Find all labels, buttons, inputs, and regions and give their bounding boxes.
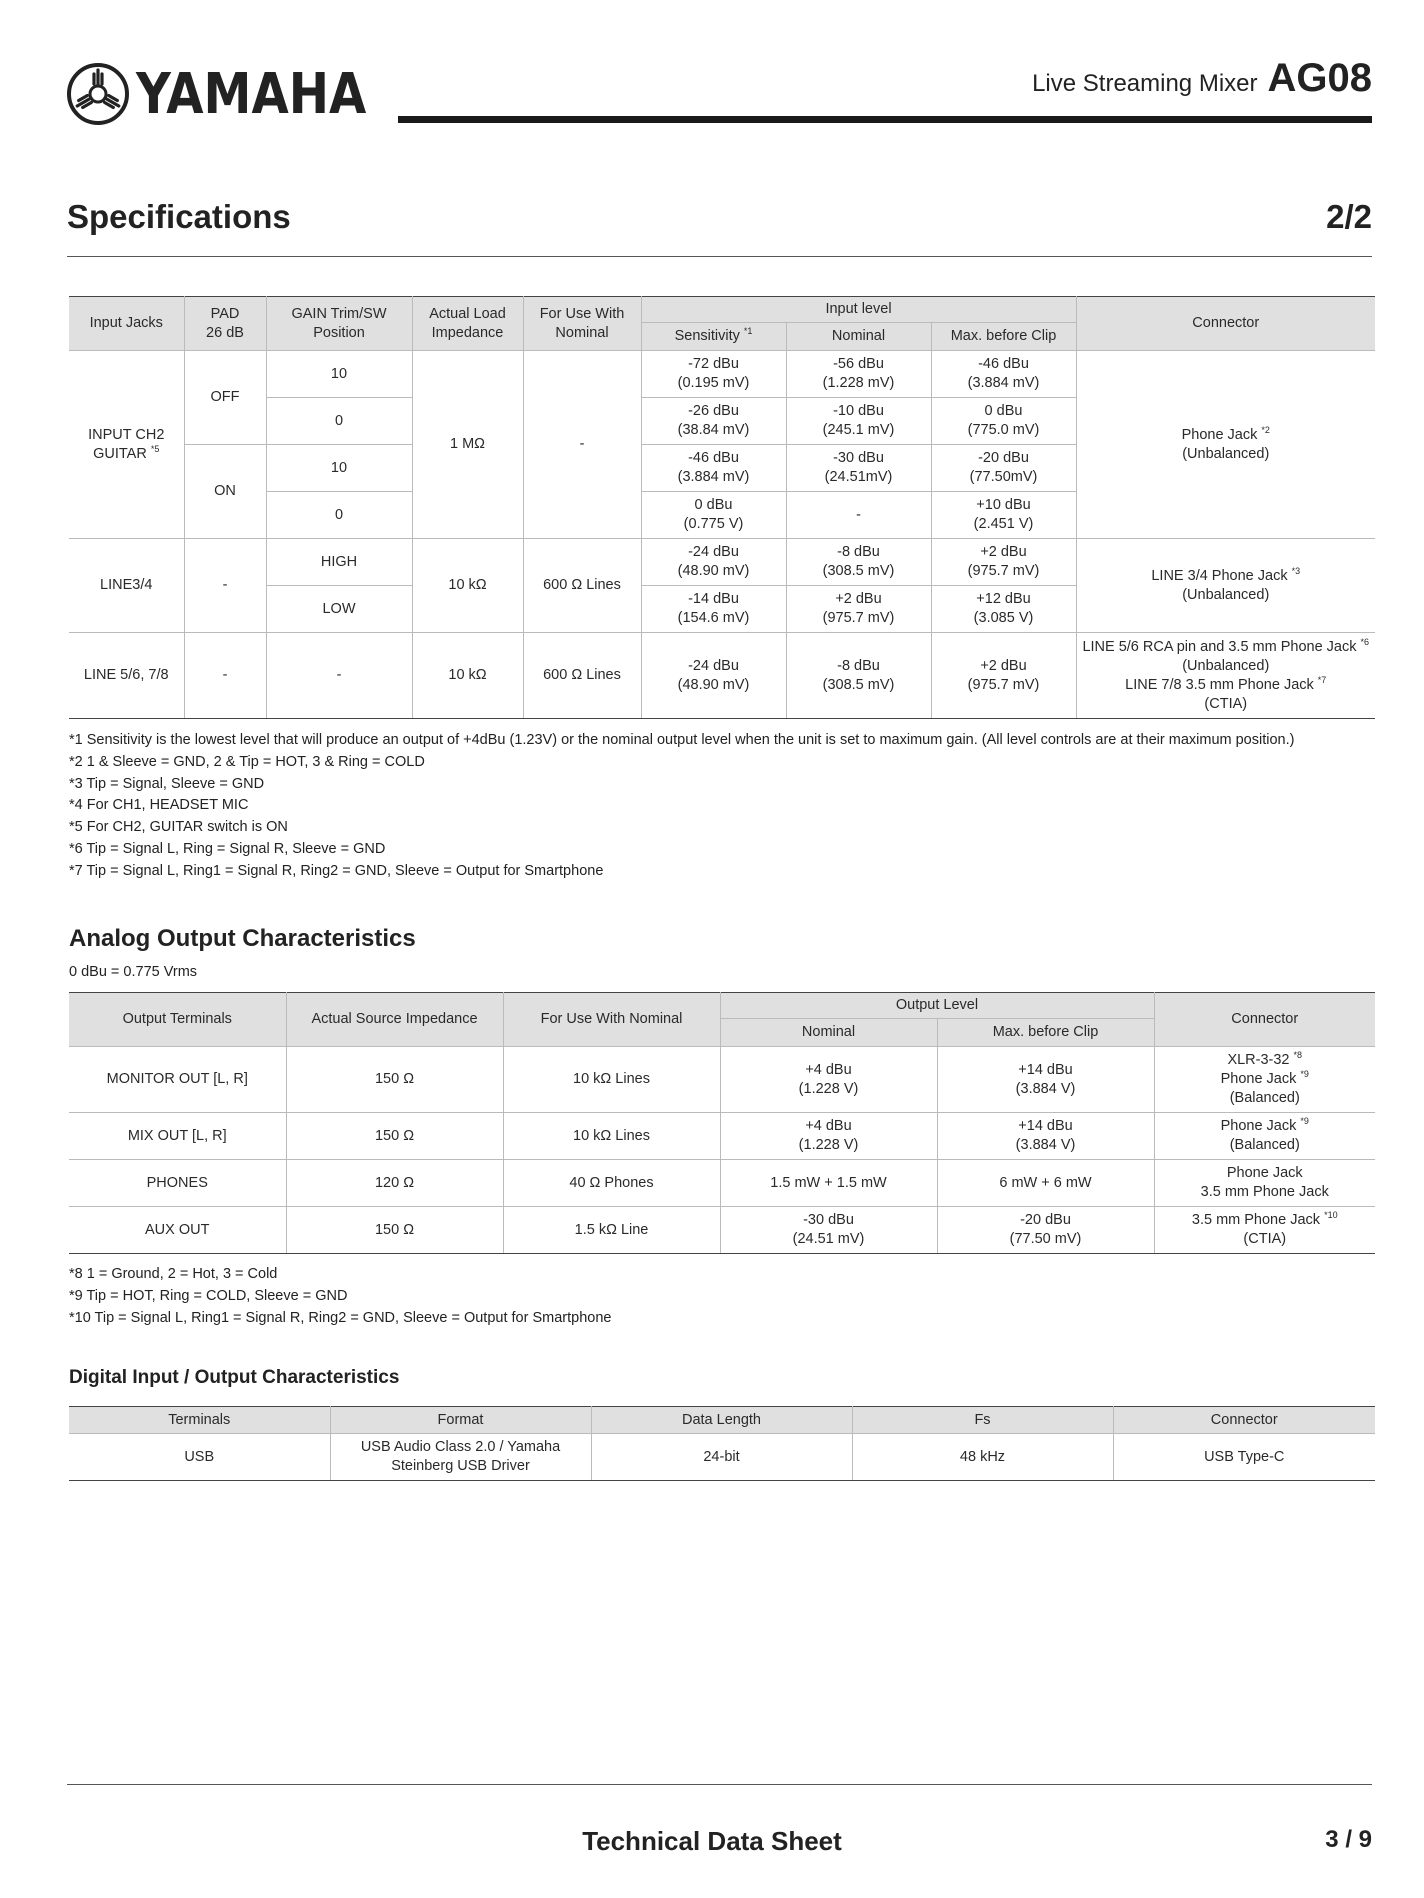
footer-title: Technical Data Sheet	[582, 1826, 842, 1856]
header-pad: PAD 26 dB	[184, 297, 266, 351]
jack-line5678: LINE 5/6, 7/8	[69, 633, 184, 719]
sensitivity-cell: 0 dBu (0.775 V)	[641, 492, 786, 539]
yamaha-logo	[66, 62, 404, 126]
header-terminals: Terminals	[69, 1407, 330, 1434]
analog-output-title: Analog Output Characteristics	[69, 925, 416, 952]
nominal-cell: -30 dBu (24.51mV)	[786, 445, 931, 492]
yamaha-tuning-forks-icon	[66, 62, 130, 126]
terminal-cell: USB	[69, 1434, 330, 1481]
connector-cell: XLR-3-32 $^{*8}$ Phone Jack $^{*9}$ (Balanced)	[1154, 1047, 1375, 1113]
header-nominal: Nominal	[786, 323, 931, 351]
header-sensitivity: Sensitivity $^{*1}$	[641, 323, 786, 351]
header-connector: Connector	[1154, 993, 1375, 1047]
connector-cell: Phone Jack $^{*2}$ (Unbalanced)	[1076, 351, 1375, 539]
nominal-cell: -8 dBu (308.5 mV)	[786, 633, 931, 719]
use-with: 600 Ω Lines	[523, 633, 641, 719]
footnote: *8 1 = Ground, 2 = Hot, 3 = Cold	[69, 1266, 278, 1282]
terminal-cell: PHONES	[69, 1160, 286, 1207]
pad-cell: -	[184, 633, 266, 719]
impedance-cell: 150 Ω	[286, 1047, 503, 1113]
header-max-clip: Max. before Clip	[931, 323, 1076, 351]
nominal-cell: -56 dBu (1.228 mV)	[786, 351, 931, 398]
max-clip-cell: -46 dBu (3.884 mV)	[931, 351, 1076, 398]
header-connector: Connector	[1113, 1407, 1375, 1434]
title-rule	[67, 256, 1372, 257]
impedance-cell: 150 Ω	[286, 1113, 503, 1160]
sensitivity-cell: -72 dBu (0.195 mV)	[641, 351, 786, 398]
gain-cell: 0	[266, 492, 412, 539]
footnote: *3 Tip = Signal, Sleeve = GND	[69, 775, 265, 792]
connector-cell: Phone Jack 3.5 mm Phone Jack	[1154, 1160, 1375, 1207]
pad-cell: -	[184, 539, 266, 633]
connector-cell: LINE 5/6 RCA pin and 3.5 mm Phone Jack $^{*6}$ (Unbalanced) LINE 7/8 3.5 mm Phone Jack $^{*7}$ (CTIA)	[1076, 633, 1375, 719]
max-clip-cell: -20 dBu (77.50 mV)	[937, 1207, 1154, 1254]
gain-cell: 10	[266, 445, 412, 492]
page-title: Specifications	[67, 198, 291, 235]
pad-on: ON	[184, 445, 266, 539]
footnote: *7 Tip = Signal L, Ring1 = Signal R, Ring2 = GND, Sleeve = Output for Smartphone	[69, 862, 604, 879]
header-max-clip: Max. before Clip	[937, 1019, 1154, 1047]
max-clip-cell: +2 dBu (975.7 mV)	[931, 633, 1076, 719]
nominal-cell: -	[786, 492, 931, 539]
header-for-use-with: For Use With Nominal	[523, 297, 641, 351]
impedance-cell: 150 Ω	[286, 1207, 503, 1254]
gain-cell: 10	[266, 351, 412, 398]
brand-wordmark: YAMAHA	[136, 61, 367, 127]
jack-line34: LINE3/4	[69, 539, 184, 633]
analog-output-table	[69, 992, 1375, 1254]
gain-cell: -	[266, 633, 412, 719]
use-with-cell: 10 kΩ Lines	[503, 1113, 720, 1160]
nominal-cell: -10 dBu (245.1 mV)	[786, 398, 931, 445]
footnote: *1 Sensitivity is the lowest level that will produce an output of +4dBu (1.23V) or the nominal output level when the unit is set to maximum gain. (All level controls are at their maximum position.)	[69, 732, 1295, 748]
analog-output-reference-note: 0 dBu = 0.775 Vrms	[69, 964, 198, 980]
use-with-cell: 10 kΩ Lines	[503, 1047, 720, 1113]
format-cell: USB Audio Class 2.0 / Yamaha Steinberg USB Driver	[330, 1434, 591, 1481]
max-clip-cell: +14 dBu (3.884 V)	[937, 1113, 1154, 1160]
footnote: *5 For CH2, GUITAR switch is ON	[69, 819, 288, 836]
impedance-cell: 120 Ω	[286, 1160, 503, 1207]
input-footnotes	[69, 730, 1294, 883]
data-length-cell: 24-bit	[591, 1434, 852, 1481]
footnote: *6 Tip = Signal L, Ring = Signal R, Sleeve = GND	[69, 840, 386, 857]
terminal-cell: MONITOR OUT [L, R]	[69, 1047, 286, 1113]
use-with: -	[523, 351, 641, 539]
use-with-cell: 1.5 kΩ Line	[503, 1207, 720, 1254]
header-input-jacks: Input Jacks	[69, 297, 184, 351]
header-rule	[398, 116, 1372, 123]
header-for-use-with: For Use With Nominal	[503, 993, 720, 1047]
sensitivity-cell: -26 dBu (38.84 mV)	[641, 398, 786, 445]
sensitivity-cell: -46 dBu (3.884 mV)	[641, 445, 786, 492]
gain-cell: LOW	[266, 586, 412, 633]
gain-cell: 0	[266, 398, 412, 445]
pad-off: OFF	[184, 351, 266, 445]
nominal-cell: 1.5 mW + 1.5 mW	[720, 1160, 937, 1207]
section-page-number: 2/2	[1326, 198, 1372, 235]
use-with: 600 Ω Lines	[523, 539, 641, 633]
footer-rule	[67, 1784, 1372, 1785]
connector-cell: LINE 3/4 Phone Jack $^{*3}$ (Unbalanced)	[1076, 539, 1375, 633]
terminal-cell: MIX OUT [L, R]	[69, 1113, 286, 1160]
load-impedance: 1 MΩ	[412, 351, 523, 539]
footnote: *9 Tip = HOT, Ring = COLD, Sleeve = GND	[69, 1287, 348, 1304]
nominal-cell: -30 dBu (24.51 mV)	[720, 1207, 937, 1254]
header-connector: Connector	[1076, 297, 1375, 351]
footer-page-number: 3 / 9	[1325, 1826, 1372, 1853]
max-clip-cell: 0 dBu (775.0 mV)	[931, 398, 1076, 445]
sensitivity-cell: -24 dBu (48.90 mV)	[641, 539, 786, 586]
header-data-length: Data Length	[591, 1407, 852, 1434]
header-input-level: Input level	[641, 297, 1076, 323]
digital-io-title: Digital Input / Output Characteristics	[69, 1367, 400, 1388]
nominal-cell: +4 dBu (1.228 V)	[720, 1047, 937, 1113]
load-impedance: 10 kΩ	[412, 539, 523, 633]
max-clip-cell: 6 mW + 6 mW	[937, 1160, 1154, 1207]
max-clip-cell: +10 dBu (2.451 V)	[931, 492, 1076, 539]
analog-output-footnotes	[69, 1264, 611, 1329]
footnote: *4 For CH1, HEADSET MIC	[69, 797, 249, 814]
max-clip-cell: -20 dBu (77.50mV)	[931, 445, 1076, 492]
connector-cell: USB Type-C	[1113, 1434, 1375, 1481]
product-category: Live Streaming Mixer	[1032, 70, 1258, 97]
input-specs-table	[69, 296, 1375, 719]
max-clip-cell: +14 dBu (3.884 V)	[937, 1047, 1154, 1113]
max-clip-cell: +2 dBu (975.7 mV)	[931, 539, 1076, 586]
header-load-impedance: Actual Load Impedance	[412, 297, 523, 351]
use-with-cell: 40 Ω Phones	[503, 1160, 720, 1207]
max-clip-cell: +12 dBu (3.085 V)	[931, 586, 1076, 633]
nominal-cell: +2 dBu (975.7 mV)	[786, 586, 931, 633]
connector-cell: 3.5 mm Phone Jack $^{*10}$ (CTIA)	[1154, 1207, 1375, 1254]
sensitivity-cell: -24 dBu (48.90 mV)	[641, 633, 786, 719]
nominal-cell: +4 dBu (1.228 V)	[720, 1113, 937, 1160]
document-subtitle	[1032, 56, 1372, 101]
header-output-level: Output Level	[720, 993, 1154, 1019]
fs-cell: 48 kHz	[852, 1434, 1113, 1481]
model-name: AG08	[1267, 56, 1372, 100]
header-gain: GAIN Trim/SW Position	[266, 297, 412, 351]
footnote: *2 1 & Sleeve = GND, 2 & Tip = HOT, 3 & Ring = COLD	[69, 753, 425, 770]
header-nominal: Nominal	[720, 1019, 937, 1047]
jack-input-ch2: INPUT CH2 GUITAR $^{*5}$	[69, 351, 184, 539]
load-impedance: 10 kΩ	[412, 633, 523, 719]
gain-cell: HIGH	[266, 539, 412, 586]
digital-io-table	[69, 1406, 1375, 1481]
header-format: Format	[330, 1407, 591, 1434]
header-output-terminals: Output Terminals	[69, 993, 286, 1047]
header-fs: Fs	[852, 1407, 1113, 1434]
sensitivity-cell: -14 dBu (154.6 mV)	[641, 586, 786, 633]
footnote: *10 Tip = Signal L, Ring1 = Signal R, Ring2 = GND, Sleeve = Output for Smartphone	[69, 1309, 612, 1326]
header-source-impedance: Actual Source Impedance	[286, 993, 503, 1047]
nominal-cell: -8 dBu (308.5 mV)	[786, 539, 931, 586]
connector-cell: Phone Jack $^{*9}$ (Balanced)	[1154, 1113, 1375, 1160]
terminal-cell: AUX OUT	[69, 1207, 286, 1254]
